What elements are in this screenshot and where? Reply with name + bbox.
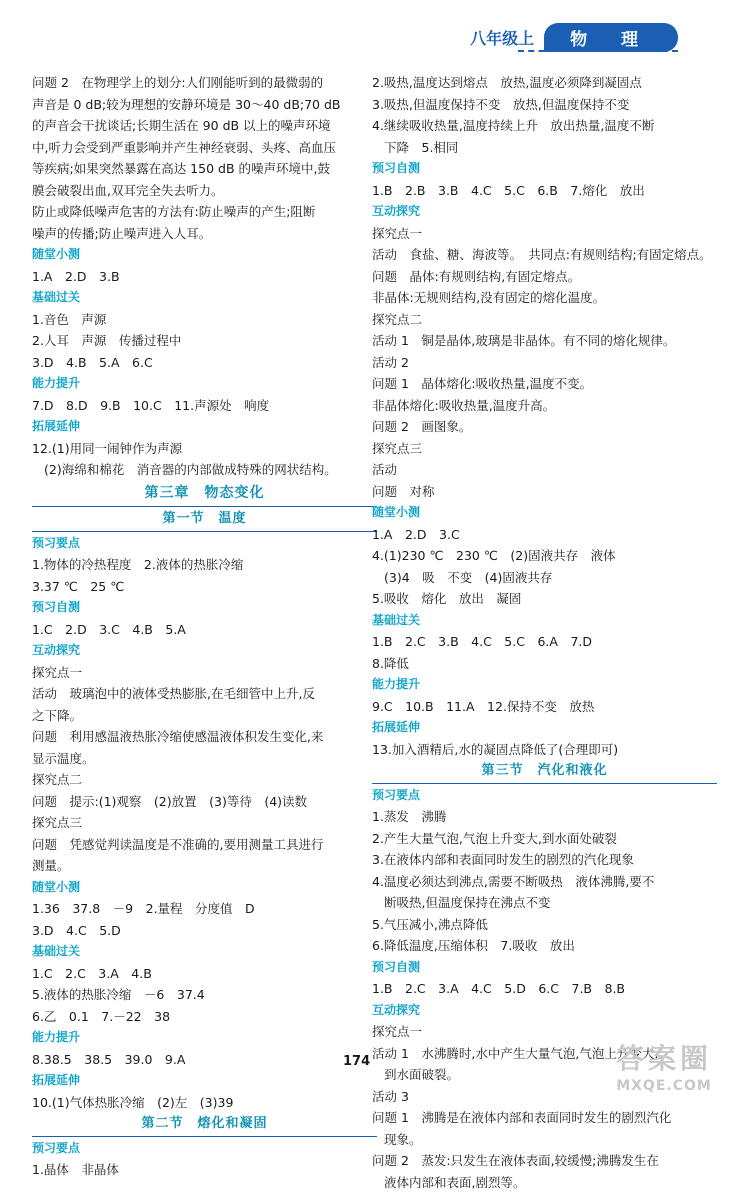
- answer-line: 1.晶体 非晶体: [32, 1159, 377, 1181]
- answer-line: (2)海绵和棉花 消音器的内部做成特殊的网状结构。: [32, 459, 377, 481]
- section-heading: 互动探究: [372, 201, 717, 223]
- section-heading: 拓展延伸: [372, 717, 717, 739]
- grade-label: 八年级上: [470, 26, 534, 49]
- answer-line: 1.A 2.D 3.B: [32, 266, 377, 288]
- section-heading: 能力提升: [32, 373, 377, 395]
- answer-line: 3.吸热,但温度保持不变 放热,但温度保持不变: [372, 94, 717, 116]
- answer-line: 液体内部和表面,剧烈等。: [372, 1172, 717, 1193]
- answer-line: 1.物体的冷热程度 2.液体的热胀冷缩: [32, 554, 377, 576]
- answer-line: 探究点三: [32, 812, 377, 834]
- answer-line: 8.降低: [372, 653, 717, 675]
- answer-line: 1.C 2.D 3.C 4.B 5.A: [32, 619, 377, 641]
- section-title: 第一节 温度: [32, 508, 377, 530]
- left-column: [32, 72, 377, 1181]
- section-heading: 随堂小测: [32, 244, 377, 266]
- watermark-logo: [594, 1041, 734, 1103]
- answer-line: 8.38.5 38.5 39.0 9.A: [32, 1049, 377, 1071]
- answer-line: 防止或降低噪声危害的方法有:防止噪声的产生;阻断: [32, 201, 377, 223]
- answer-line: 3.D 4.C 5.D: [32, 920, 377, 942]
- answer-line: 2.产生大量气泡,气泡上升变大,到水面处破裂: [372, 828, 717, 850]
- answer-line: 10.(1)气体热胀冷缩 (2)左 (3)39: [32, 1092, 377, 1114]
- section-heading: 拓展延伸: [32, 416, 377, 438]
- answer-line: 1.B 2.C 3.A 4.C 5.D 6.C 7.B 8.B: [372, 978, 717, 1000]
- answer-line: 中,听力会受到严重影响并产生神经衰弱、头疼、高血压: [32, 137, 377, 159]
- answer-line: 1.B 2.C 3.B 4.C 5.C 6.A 7.D: [372, 631, 717, 653]
- section-rule: [32, 1136, 377, 1137]
- answer-line: 声音是 0 dB;较为理想的安静环境是 30～40 dB;70 dB: [32, 94, 377, 116]
- answer-line: 下降 5.相同: [372, 137, 717, 159]
- answer-line: 显示温度。: [32, 748, 377, 770]
- answer-line: 噪声的传播;防止噪声进入人耳。: [32, 223, 377, 245]
- watermark-title: 答案圈: [594, 1041, 734, 1077]
- section-heading: 预习要点: [32, 533, 377, 555]
- answer-line: 6.降低温度,压缩体积 7.吸收 放出: [372, 935, 717, 957]
- page-header: [470, 22, 678, 52]
- answer-line: 问题 凭感觉判读温度是不准确的,要用测量工具进行: [32, 834, 377, 856]
- answer-line: 问题 2 蒸发:只发生在液体表面,较缓慢;沸腾发生在: [372, 1150, 717, 1172]
- answer-line: 之下降。: [32, 705, 377, 727]
- section-heading: 拓展延伸: [32, 1070, 377, 1092]
- answer-line: 探究点二: [32, 769, 377, 791]
- answer-line: 问题 提示:(1)观察 (2)放置 (3)等待 (4)读数: [32, 791, 377, 813]
- answer-line: 问题 1 沸腾是在液体内部和表面同时发生的剧烈汽化: [372, 1107, 717, 1129]
- answer-line: 活动 1 铜是晶体,玻璃是非晶体。有不同的熔化规律。: [372, 330, 717, 352]
- section-title: 第二节 熔化和凝固: [32, 1113, 377, 1135]
- answer-line: 问题 2 画图象。: [372, 416, 717, 438]
- answer-line: 6.乙 0.1 7.－22 38: [32, 1006, 377, 1028]
- answer-line: 3.D 4.B 5.A 6.C: [32, 352, 377, 374]
- section-title: 第三节 汽化和液化: [372, 760, 717, 782]
- header-divider: [518, 50, 678, 52]
- section-heading: 基础过关: [372, 610, 717, 632]
- answer-line: (3)4 吸 不变 (4)固液共存: [372, 567, 717, 589]
- section-heading: 互动探究: [372, 1000, 717, 1022]
- section-heading: 预习要点: [372, 785, 717, 807]
- answer-line: 2.人耳 声源 传播过程中: [32, 330, 377, 352]
- answer-line: 4.温度必须达到沸点,需要不断吸热 液体沸腾,要不: [372, 871, 717, 893]
- answer-line: 1.蒸发 沸腾: [372, 806, 717, 828]
- section-rule: [32, 506, 377, 507]
- section-heading: 基础过关: [32, 941, 377, 963]
- section-heading: 随堂小测: [372, 502, 717, 524]
- answer-line: 问题 1 晶体熔化:吸收热量,温度不变。: [372, 373, 717, 395]
- answer-line: 问题 利用感温液热胀冷缩使感温液体积发生变化,来: [32, 726, 377, 748]
- answer-line: 活动 3: [372, 1086, 717, 1108]
- answer-line: 问题 晶体:有规则结构,有固定熔点。: [372, 266, 717, 288]
- answer-line: 1.音色 声源: [32, 309, 377, 331]
- answer-line: 问题 2 在物理学上的划分:人们刚能听到的最微弱的: [32, 72, 377, 94]
- subject-tab: 物 理: [544, 23, 678, 52]
- answer-line: 1.36 37.8 －9 2.量程 分度值 D: [32, 898, 377, 920]
- chapter-title: 第三章 物态变化: [32, 483, 377, 505]
- section-heading: 基础过关: [32, 287, 377, 309]
- answer-line: 7.D 8.D 9.B 10.C 11.声源处 响度: [32, 395, 377, 417]
- section-heading: 能力提升: [32, 1027, 377, 1049]
- answer-line: 3.37 ℃ 25 ℃: [32, 576, 377, 598]
- section-heading: 互动探究: [32, 640, 377, 662]
- answer-line: 4.(1)230 ℃ 230 ℃ (2)固液共存 液体: [372, 545, 717, 567]
- right-column: [372, 72, 717, 1193]
- watermark-url: MXQE.COM: [594, 1077, 734, 1095]
- answer-line: 活动 2: [372, 352, 717, 374]
- section-rule: [372, 783, 717, 784]
- answer-line: 探究点二: [372, 309, 717, 331]
- answer-line: 探究点一: [372, 1021, 717, 1043]
- answer-line: 4.继续吸收热量,温度持续上升 放出热量,温度不断: [372, 115, 717, 137]
- answer-line: 探究点一: [32, 662, 377, 684]
- answer-line: 1.C 2.C 3.A 4.B: [32, 963, 377, 985]
- answer-line: 5.液体的热胀冷缩 －6 37.4: [32, 984, 377, 1006]
- answer-line: 活动 玻璃泡中的液体受热膨胀,在毛细管中上升,反: [32, 683, 377, 705]
- answer-line: 1.B 2.B 3.B 4.C 5.C 6.B 7.熔化 放出: [372, 180, 717, 202]
- answer-line: 5.吸收 熔化 放出 凝固: [372, 588, 717, 610]
- page-number: 174: [343, 1054, 370, 1069]
- section-heading: 能力提升: [372, 674, 717, 696]
- answer-line: 1.A 2.D 3.C: [372, 524, 717, 546]
- answer-line: 5.气压减小,沸点降低: [372, 914, 717, 936]
- answer-line: 问题 对称: [372, 481, 717, 503]
- answer-line: 活动: [372, 459, 717, 481]
- answer-line: 活动 食盐、糖、海波等。 共同点:有规则结构;有固定熔点。: [372, 244, 717, 266]
- answer-line: 3.在液体内部和表面同时发生的剧烈的汽化现象: [372, 849, 717, 871]
- answer-line: 9.C 10.B 11.A 12.保持不变 放热: [372, 696, 717, 718]
- section-rule: [32, 531, 377, 532]
- section-heading: 预习自测: [32, 597, 377, 619]
- answer-line: 探究点一: [372, 223, 717, 245]
- answer-line: 13.加入酒精后,水的凝固点降低了(合理即可): [372, 739, 717, 761]
- section-heading: 预习自测: [372, 158, 717, 180]
- answer-line: 探究点三: [372, 438, 717, 460]
- answer-line: 到水面破裂。: [372, 1064, 717, 1086]
- answer-line: 现象。: [372, 1129, 717, 1151]
- answer-line: 的声音会干扰谈话;长期生活在 90 dB 以上的噪声环境: [32, 115, 377, 137]
- answer-line: 12.(1)用同一闹钟作为声源: [32, 438, 377, 460]
- answer-line: 非晶体:无规则结构,没有固定的熔化温度。: [372, 287, 717, 309]
- answer-line: 膜会破裂出血,双耳完全失去听力。: [32, 180, 377, 202]
- section-heading: 随堂小测: [32, 877, 377, 899]
- answer-line: 活动 1 水沸腾时,水中产生大量气泡,气泡上升变大,: [372, 1043, 717, 1065]
- section-heading: 预习自测: [372, 957, 717, 979]
- answer-line: 测量。: [32, 855, 377, 877]
- answer-line: 等疾病;如果突然暴露在高达 150 dB 的噪声环境中,鼓: [32, 158, 377, 180]
- section-heading: 预习要点: [32, 1138, 377, 1160]
- answer-line: 2.吸热,温度达到熔点 放热,温度必须降到凝固点: [372, 72, 717, 94]
- answer-line: 非晶体熔化:吸收热量,温度升高。: [372, 395, 717, 417]
- answer-line: 断吸热,但温度保持在沸点不变: [372, 892, 717, 914]
